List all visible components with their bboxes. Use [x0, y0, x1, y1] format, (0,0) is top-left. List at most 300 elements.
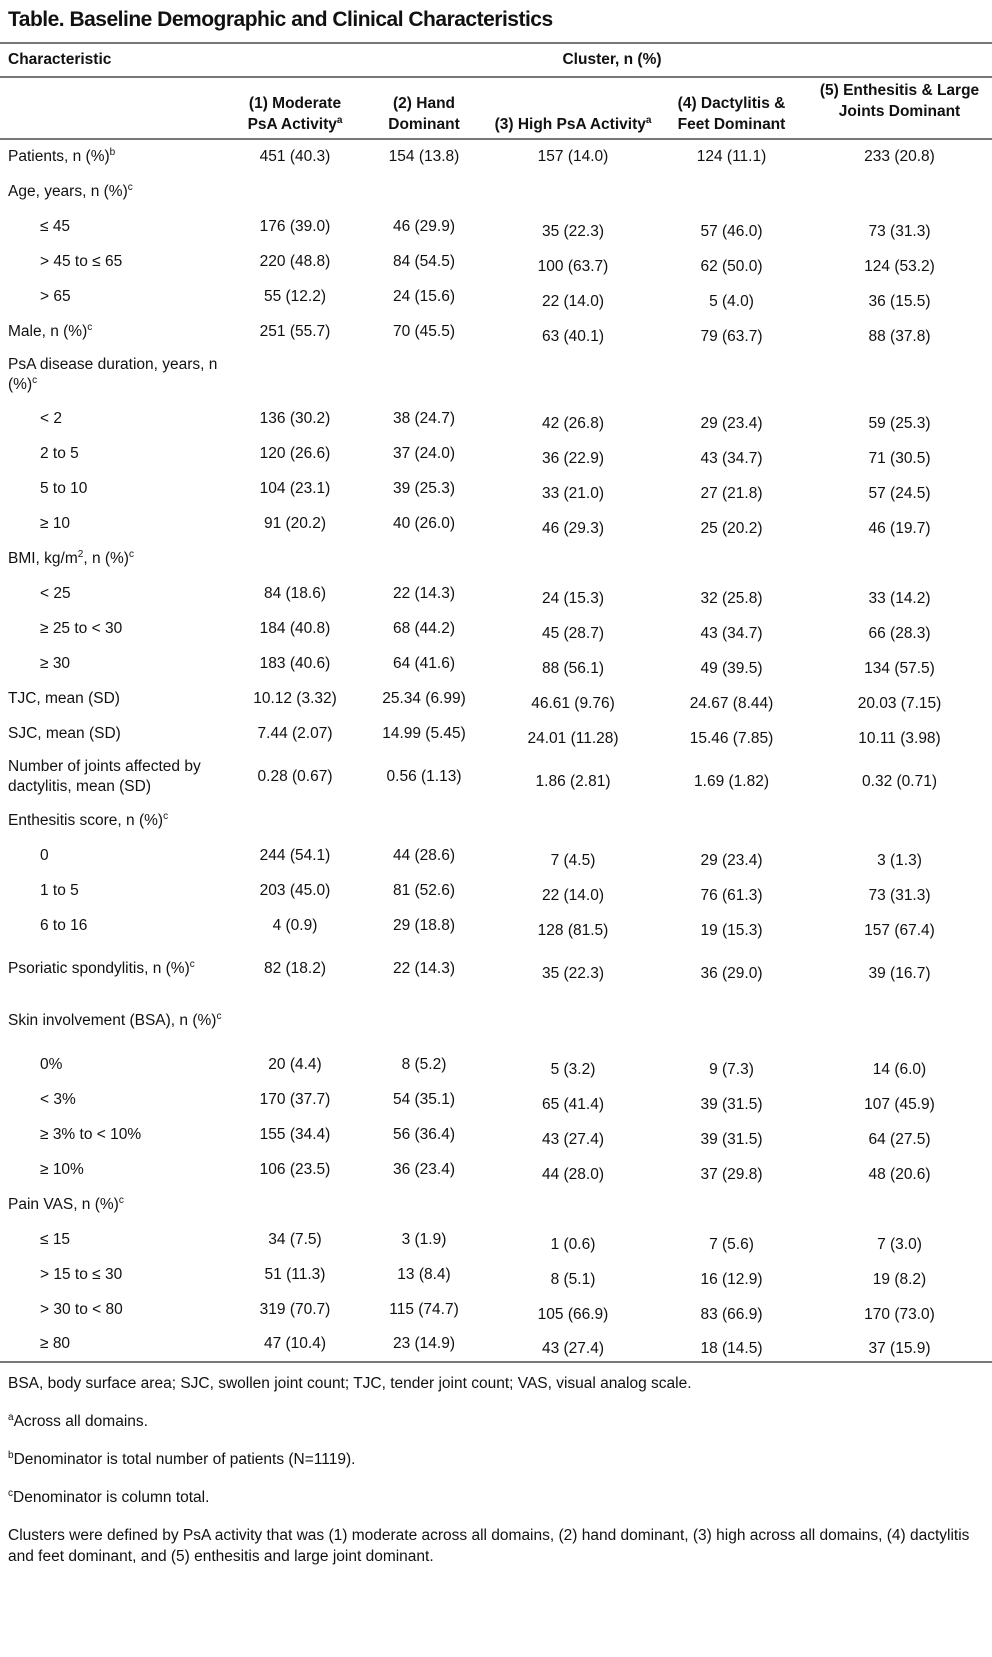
cell-value: 51 (11.3)	[264, 1265, 326, 1283]
cell-cluster-5	[807, 506, 992, 541]
cell-cluster-3	[490, 279, 656, 314]
cell-value: 157 (67.4)	[864, 921, 935, 939]
cell-value: 157 (14.0)	[537, 148, 609, 165]
header-group-row	[0, 43, 992, 77]
cell-cluster-4	[656, 541, 807, 576]
footnote	[8, 1449, 984, 1470]
cell-cluster-5	[807, 401, 992, 436]
row-label-text: ≤ 45	[40, 217, 71, 235]
cell-value: 70 (45.5)	[392, 322, 456, 340]
row-label	[0, 1292, 232, 1327]
cell-value: 29 (23.4)	[700, 414, 763, 432]
cell-value: 32 (25.8)	[700, 589, 763, 607]
table-row	[0, 838, 992, 873]
cell-value: 36 (23.4)	[392, 1160, 456, 1178]
cell-cluster-4	[656, 873, 807, 908]
table-row	[0, 751, 992, 803]
cell-cluster-4	[656, 1047, 807, 1082]
cell-cluster-4	[656, 139, 807, 174]
cell-value: 107 (45.9)	[864, 1095, 935, 1113]
cell-cluster-5	[807, 716, 992, 751]
cell-value: 22 (14.0)	[541, 886, 605, 904]
cell-cluster-3	[490, 401, 656, 436]
cell-cluster-4	[656, 1222, 807, 1257]
cell-value: 24 (15.6)	[392, 287, 456, 305]
cell-cluster-1	[232, 908, 358, 943]
superscript: c	[118, 1194, 124, 1206]
row-label	[0, 401, 232, 436]
cell-value: 24 (15.3)	[541, 589, 605, 607]
cell-value: 29 (23.4)	[700, 851, 763, 869]
cell-cluster-2	[358, 279, 490, 314]
cell-value: 15.46 (7.85)	[689, 729, 774, 747]
footnote-marker: a	[8, 1411, 14, 1423]
cell-cluster-2	[358, 1047, 490, 1082]
cell-value: 65 (41.4)	[541, 1095, 605, 1113]
cell-cluster-2	[358, 1327, 490, 1362]
cell-value: 46.61 (9.76)	[531, 694, 615, 712]
cell-value: 39 (31.5)	[700, 1095, 763, 1113]
characteristic-header: Characteristic	[0, 43, 232, 77]
cell-value: 39 (16.7)	[868, 965, 931, 982]
row-label	[0, 646, 232, 681]
cell-cluster-3	[490, 751, 656, 803]
cell-value: 68 (44.2)	[392, 619, 456, 637]
table-row	[0, 611, 992, 646]
row-label	[0, 314, 232, 349]
cell-cluster-2	[358, 174, 490, 209]
cell-cluster-1	[232, 1082, 358, 1117]
cell-value: 0.28 (0.67)	[257, 768, 333, 785]
cell-value: 45 (28.7)	[541, 624, 605, 642]
table-row	[0, 471, 992, 506]
column-header-label: (1) Moderate PsA Activity	[247, 95, 342, 133]
superscript: c	[32, 374, 38, 386]
cell-cluster-2	[358, 908, 490, 943]
cell-value: 38 (24.7)	[392, 409, 456, 427]
cell-cluster-3	[490, 139, 656, 174]
cell-value: 44 (28.0)	[541, 1165, 605, 1183]
table-row	[0, 943, 992, 995]
cell-cluster-2	[358, 1257, 490, 1292]
cell-cluster-3	[490, 611, 656, 646]
footnote	[8, 1487, 984, 1508]
cell-cluster-2	[358, 401, 490, 436]
cell-value: 233 (20.8)	[864, 148, 935, 165]
cell-cluster-2	[358, 541, 490, 576]
cell-value: 18 (14.5)	[700, 1340, 763, 1357]
row-label-text: < 2	[40, 409, 62, 427]
cell-value: 203 (45.0)	[259, 881, 331, 899]
cell-cluster-4	[656, 803, 807, 838]
cell-value: 220 (48.8)	[259, 252, 331, 270]
cell-value: 10.12 (3.32)	[253, 689, 337, 707]
cell-value: 170 (37.7)	[259, 1090, 331, 1108]
cell-cluster-1	[232, 279, 358, 314]
cell-value: 49 (39.5)	[700, 659, 763, 677]
cell-value: 24.01 (11.28)	[527, 729, 619, 747]
cell-value: 19 (8.2)	[872, 1270, 927, 1288]
column-header-1	[232, 77, 358, 139]
footnote-marker: b	[8, 1449, 14, 1461]
cell-cluster-3	[490, 1222, 656, 1257]
table-row	[0, 1292, 992, 1327]
cell-cluster-1	[232, 506, 358, 541]
row-label	[0, 1082, 232, 1117]
row-label-text: Enthesitis score, n (%)	[8, 811, 164, 829]
cell-cluster-3	[490, 995, 656, 1047]
cell-cluster-2	[358, 803, 490, 838]
row-label-text: 6 to 16	[40, 916, 88, 934]
cell-value: 23 (14.9)	[392, 1335, 456, 1352]
row-label	[0, 1187, 232, 1222]
row-label	[0, 436, 232, 471]
row-label-text: 2 to 5	[40, 444, 79, 462]
cell-value: 128 (81.5)	[537, 921, 609, 939]
row-label-text: 5 to 10	[40, 479, 88, 497]
cell-value: 79 (63.7)	[700, 327, 763, 345]
cell-cluster-4	[656, 209, 807, 244]
table-row	[0, 174, 992, 209]
superscript: c	[189, 958, 195, 970]
cell-cluster-3	[490, 349, 656, 401]
cell-value: 22 (14.3)	[392, 960, 456, 977]
cell-cluster-3	[490, 1152, 656, 1187]
cell-value: 13 (8.4)	[397, 1265, 451, 1283]
cell-value: 14.99 (5.45)	[382, 724, 466, 742]
cell-value: 24.67 (8.44)	[689, 694, 774, 712]
cell-value: 22 (14.0)	[541, 292, 605, 310]
cell-cluster-2	[358, 139, 490, 174]
cell-cluster-4	[656, 838, 807, 873]
row-label	[0, 576, 232, 611]
cell-value: 36 (22.9)	[541, 449, 605, 467]
cell-value: 4 (0.9)	[272, 916, 318, 934]
cell-value: 244 (54.1)	[259, 846, 331, 864]
cell-cluster-2	[358, 873, 490, 908]
cell-cluster-2	[358, 244, 490, 279]
row-label	[0, 541, 232, 576]
column-header-5	[807, 77, 992, 139]
superscript: c	[128, 548, 134, 560]
cell-cluster-4	[656, 1257, 807, 1292]
table-row	[0, 436, 992, 471]
cell-value: 115 (74.7)	[389, 1300, 459, 1318]
cell-cluster-1	[232, 1187, 358, 1222]
cell-value: 7.44 (2.07)	[257, 724, 333, 742]
cell-value: 66 (28.3)	[868, 624, 931, 642]
cell-cluster-4	[656, 401, 807, 436]
table-footnotes	[8, 1373, 984, 1567]
cell-value: 37 (29.8)	[700, 1165, 763, 1183]
cell-cluster-1	[232, 751, 358, 803]
table-row	[0, 541, 992, 576]
cell-cluster-5	[807, 244, 992, 279]
superscript: 2	[77, 548, 84, 560]
cell-cluster-2	[358, 349, 490, 401]
cell-cluster-3	[490, 244, 656, 279]
cell-cluster-4	[656, 681, 807, 716]
table-row	[0, 908, 992, 943]
cell-cluster-1	[232, 803, 358, 838]
cell-value: 34 (7.5)	[268, 1230, 322, 1248]
cell-cluster-1	[232, 1327, 358, 1362]
cell-value: 120 (26.6)	[259, 444, 331, 462]
cell-cluster-2	[358, 506, 490, 541]
table-row	[0, 681, 992, 716]
superscript: c	[127, 181, 133, 193]
cell-cluster-5	[807, 838, 992, 873]
cell-cluster-5	[807, 1187, 992, 1222]
cell-cluster-1	[232, 838, 358, 873]
cell-value: 155 (34.4)	[259, 1125, 331, 1143]
cell-cluster-4	[656, 611, 807, 646]
cell-value: 100 (63.7)	[537, 257, 609, 275]
row-label	[0, 681, 232, 716]
column-header-label: (5) Enthesitis & Large Joints Dominant	[819, 82, 980, 120]
table-row	[0, 1047, 992, 1082]
cell-cluster-4	[656, 995, 807, 1047]
cell-cluster-5	[807, 576, 992, 611]
cell-value: 91 (20.2)	[263, 514, 327, 532]
cell-cluster-5	[807, 1082, 992, 1117]
row-label-text: Patients, n (%)	[8, 148, 110, 165]
cell-cluster-4	[656, 576, 807, 611]
cell-cluster-5	[807, 541, 992, 576]
cell-cluster-4	[656, 174, 807, 209]
superscript: c	[216, 1010, 222, 1022]
row-label	[0, 471, 232, 506]
row-label	[0, 943, 232, 995]
cell-cluster-4	[656, 1187, 807, 1222]
cell-value: 46 (29.3)	[541, 519, 605, 537]
column-header-4	[656, 77, 807, 139]
row-label	[0, 995, 232, 1047]
row-label-text: ≤ 15	[40, 1230, 71, 1248]
table-row	[0, 1117, 992, 1152]
row-label-text: > 30 to < 80	[40, 1300, 123, 1318]
cell-cluster-2	[358, 436, 490, 471]
empty-header-cell	[0, 77, 232, 139]
row-label-text: > 65	[40, 287, 71, 305]
cell-value: 62 (50.0)	[700, 257, 763, 275]
cell-cluster-5	[807, 1117, 992, 1152]
cell-cluster-5	[807, 1047, 992, 1082]
cell-cluster-3	[490, 1082, 656, 1117]
cell-cluster-5	[807, 279, 992, 314]
cell-value: 22 (14.3)	[392, 584, 456, 602]
column-header-label: (3) High PsA Activity	[494, 116, 646, 133]
table-row	[0, 139, 992, 174]
row-label-text: 0%	[40, 1055, 63, 1073]
cell-value: 46 (29.9)	[392, 217, 456, 235]
cell-cluster-1	[232, 139, 358, 174]
row-label-text: Pain VAS, n (%)	[8, 1195, 119, 1213]
cell-cluster-4	[656, 279, 807, 314]
cell-value: 3 (1.3)	[877, 851, 922, 869]
cell-cluster-3	[490, 1327, 656, 1362]
cell-value: 48 (20.6)	[868, 1165, 931, 1183]
cell-cluster-3	[490, 506, 656, 541]
column-header-row	[0, 77, 992, 139]
cell-value: 57 (24.5)	[868, 484, 931, 502]
row-label-text: SJC, mean (SD)	[8, 724, 121, 742]
row-label-text: < 25	[40, 584, 71, 602]
cell-cluster-1	[232, 1152, 358, 1187]
cell-cluster-1	[232, 611, 358, 646]
table-row	[0, 576, 992, 611]
cell-cluster-2	[358, 209, 490, 244]
cell-cluster-4	[656, 349, 807, 401]
cell-cluster-4	[656, 1292, 807, 1327]
cell-value: 33 (21.0)	[541, 484, 605, 502]
cell-value: 83 (66.9)	[700, 1305, 763, 1323]
row-label	[0, 1222, 232, 1257]
cell-value: 319 (70.7)	[259, 1300, 331, 1318]
cell-value: 19 (15.3)	[700, 921, 763, 939]
cell-cluster-3	[490, 314, 656, 349]
cell-value: 134 (57.5)	[864, 659, 935, 677]
cell-value: 73 (31.3)	[868, 222, 931, 240]
row-label-text: TJC, mean (SD)	[8, 689, 120, 707]
cell-value: 7 (5.6)	[709, 1235, 754, 1253]
cell-cluster-1	[232, 681, 358, 716]
cell-cluster-3	[490, 646, 656, 681]
footnote-text: Clusters were defined by PsA activity that was (1) moderate across all domains, (2) hand dominant, (3) high across all domains, (4) dactylitis and feet dominant, and (5) enthesitis and large joint dominant.	[8, 1527, 970, 1565]
cell-cluster-1	[232, 873, 358, 908]
cell-value: 176 (39.0)	[259, 217, 331, 235]
cell-value: 64 (41.6)	[392, 654, 456, 672]
table-row	[0, 1257, 992, 1292]
row-label	[0, 349, 232, 401]
table-row	[0, 803, 992, 838]
row-label	[0, 908, 232, 943]
cell-cluster-5	[807, 1327, 992, 1362]
cell-value: 64 (27.5)	[868, 1130, 931, 1148]
table-row	[0, 1152, 992, 1187]
cell-cluster-3	[490, 471, 656, 506]
cell-cluster-5	[807, 139, 992, 174]
row-label	[0, 279, 232, 314]
cell-cluster-3	[490, 1292, 656, 1327]
cell-value: 43 (27.4)	[541, 1130, 605, 1148]
table-row	[0, 1082, 992, 1117]
cell-cluster-2	[358, 576, 490, 611]
row-label	[0, 244, 232, 279]
cell-value: 55 (12.2)	[263, 287, 327, 305]
cell-value: 7 (3.0)	[877, 1235, 922, 1253]
cell-value: 84 (18.6)	[263, 584, 327, 602]
cell-cluster-1	[232, 209, 358, 244]
footnote	[8, 1411, 984, 1432]
cell-cluster-4	[656, 751, 807, 803]
cell-value: 184 (40.8)	[259, 619, 331, 637]
row-label-text: 0	[40, 846, 49, 864]
cell-cluster-5	[807, 873, 992, 908]
cell-value: 27 (21.8)	[700, 484, 763, 502]
row-label-text: Age, years, n (%)	[8, 182, 128, 200]
cell-cluster-3	[490, 873, 656, 908]
footnote-marker: a	[645, 114, 652, 126]
cell-value: 14 (6.0)	[872, 1060, 927, 1078]
row-label-text: PsA disease duration, years, n (%)	[8, 356, 218, 393]
cell-value: 43 (34.7)	[700, 449, 763, 467]
cell-cluster-1	[232, 541, 358, 576]
cell-value: 8 (5.1)	[550, 1270, 596, 1288]
table-row	[0, 401, 992, 436]
cell-value: 8 (5.2)	[401, 1055, 447, 1073]
cell-cluster-2	[358, 1292, 490, 1327]
cell-value: 20.03 (7.15)	[857, 694, 942, 712]
cell-cluster-4	[656, 244, 807, 279]
footnote-text: Denominator is column total.	[13, 1489, 210, 1506]
cell-cluster-5	[807, 646, 992, 681]
cell-cluster-3	[490, 1117, 656, 1152]
row-label	[0, 139, 232, 174]
cell-value: 36 (29.0)	[700, 965, 763, 982]
row-label	[0, 174, 232, 209]
cell-value: 3 (1.9)	[401, 1230, 447, 1248]
row-label	[0, 1117, 232, 1152]
cell-cluster-3	[490, 716, 656, 751]
row-label-text: 1 to 5	[40, 881, 79, 899]
cell-cluster-5	[807, 803, 992, 838]
row-label-text: ≥ 10	[40, 514, 71, 532]
cell-cluster-1	[232, 174, 358, 209]
row-label-text: Number of joints affected by dactylitis, mean (SD)	[8, 758, 201, 795]
cell-cluster-1	[232, 349, 358, 401]
cell-cluster-1	[232, 471, 358, 506]
table-body	[0, 139, 992, 1362]
row-label-text: ≥ 25 to < 30	[40, 619, 123, 637]
cell-cluster-5	[807, 1292, 992, 1327]
footnote-text: Across all domains.	[13, 1413, 148, 1430]
cell-cluster-5	[807, 436, 992, 471]
row-label	[0, 1047, 232, 1082]
cell-value: 7 (4.5)	[550, 851, 596, 869]
cell-value: 5 (4.0)	[709, 292, 754, 310]
cell-value: 44 (28.6)	[392, 846, 456, 864]
cell-cluster-1	[232, 943, 358, 995]
cell-cluster-2	[358, 716, 490, 751]
table-row	[0, 1187, 992, 1222]
cell-cluster-5	[807, 908, 992, 943]
cell-cluster-2	[358, 943, 490, 995]
cell-value: 42 (26.8)	[541, 414, 605, 432]
row-label	[0, 1152, 232, 1187]
cell-value: 81 (52.6)	[392, 881, 456, 899]
row-label	[0, 716, 232, 751]
cell-cluster-4	[656, 1082, 807, 1117]
cell-value: 154 (13.8)	[388, 148, 460, 165]
row-label-text: ≥ 10%	[40, 1160, 84, 1178]
table-title: Table. Baseline Demographic and Clinical Characteristics	[8, 8, 553, 31]
cell-cluster-5	[807, 471, 992, 506]
cell-value: 124 (53.2)	[864, 257, 935, 275]
characteristics-table	[0, 42, 992, 1363]
cell-cluster-5	[807, 995, 992, 1047]
footnote-text: BSA, body surface area; SJC, swollen joint count; TJC, tender joint count; VAS, visual analog scale.	[8, 1375, 692, 1392]
cell-cluster-1	[232, 1222, 358, 1257]
table-row	[0, 716, 992, 751]
cell-cluster-1	[232, 314, 358, 349]
cell-value: 54 (35.1)	[392, 1090, 456, 1108]
cell-cluster-5	[807, 174, 992, 209]
table-row	[0, 244, 992, 279]
cell-cluster-2	[358, 471, 490, 506]
cell-cluster-3	[490, 209, 656, 244]
cell-cluster-4	[656, 1117, 807, 1152]
